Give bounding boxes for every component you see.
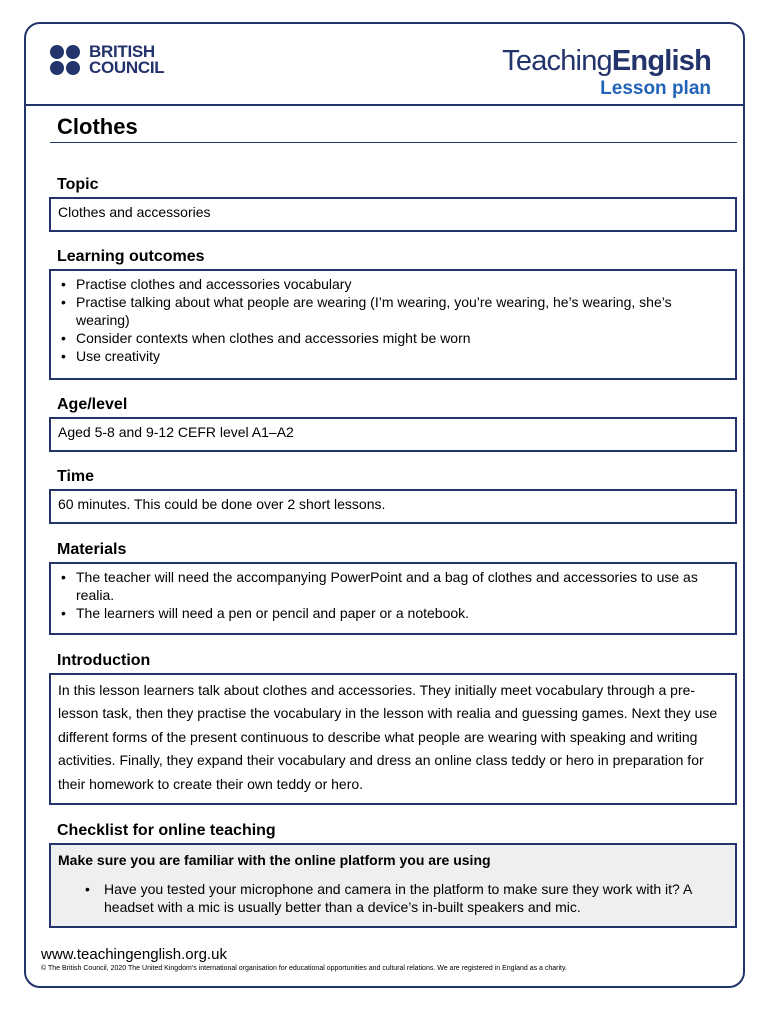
page-title: Clothes xyxy=(57,114,138,139)
british-council-logo xyxy=(50,44,164,76)
title-divider xyxy=(50,142,737,143)
introduction-heading: Introduction xyxy=(57,652,151,669)
footer-copyright: © The British Council, 2020 The United Kingdom’s international organisation for educational opportunities and cultural relations. We are registered in England as a charity. xyxy=(41,965,567,972)
time-heading: Time xyxy=(57,468,95,485)
age-level-box xyxy=(49,417,737,452)
checklist-lead: Make sure you are familiar with the online platform you are using xyxy=(58,852,491,868)
list-item: • Practise talking about what people are wearing (I’m wearing, you’re wearing, he’s wearing, she’s wearing) xyxy=(58,293,727,329)
footer-website-link[interactable]: www.teachingenglish.org.uk xyxy=(41,946,227,963)
checklist-list xyxy=(58,881,727,916)
list-item: • The teacher will need the accompanying PowerPoint and a bag of clothes and accessories to use as realia. xyxy=(58,568,727,604)
time-text: 60 minutes. This could be done over 2 short lessons. xyxy=(58,496,386,512)
topic-heading: Topic xyxy=(57,176,99,193)
list-item: • Practise clothes and accessories vocabulary xyxy=(58,275,727,293)
teachingenglish-brand xyxy=(502,44,711,100)
learning-outcomes-list xyxy=(58,275,727,365)
british-council-wordmark: BRITISH COUNCIL xyxy=(89,42,165,77)
topic-box xyxy=(49,197,737,232)
topic-text: Clothes and accessories xyxy=(58,204,211,220)
age-level-heading: Age/level xyxy=(57,396,128,413)
header-divider xyxy=(24,104,745,106)
materials-heading: Materials xyxy=(57,541,127,558)
list-item: • The learners will need a pen or pencil and paper or a notebook. xyxy=(58,604,727,622)
teachingenglish-wordmark: TeachingEnglish xyxy=(502,45,711,77)
introduction-text: In this lesson learners talk about clothes and accessories. They initially meet vocabulary through a pre-lesson task, then they practise the vocabulary in the lesson with realia and guessing games. Next they use different forms of the present continuous to describe what people are wearing with speaking and writing activities. Finally, they expand their vocabulary and dress an online class teddy or hero in preparation for their homework to create their own teddy or hero. xyxy=(58,682,718,792)
checklist-box xyxy=(49,843,737,928)
age-level-text: Aged 5-8 and 9-12 CEFR level A1–A2 xyxy=(58,424,294,440)
checklist-heading: Checklist for online teaching xyxy=(57,822,276,839)
list-item: • Have you tested your microphone and camera in the platform to make sure they work with it? A headset with a mic is usually better than a device’s in-built speakers and mic. xyxy=(58,881,727,916)
time-box xyxy=(49,489,737,524)
materials-box xyxy=(49,562,737,635)
learning-outcomes-box xyxy=(49,269,737,380)
learning-outcomes-heading: Learning outcomes xyxy=(57,248,205,265)
doc-type-label: Lesson plan xyxy=(600,78,711,99)
list-item: • Use creativity xyxy=(58,347,727,365)
materials-list xyxy=(58,568,727,622)
list-item: • Consider contexts when clothes and accessories might be worn xyxy=(58,329,727,347)
introduction-box xyxy=(49,673,737,805)
british-council-dots-icon xyxy=(50,45,80,75)
